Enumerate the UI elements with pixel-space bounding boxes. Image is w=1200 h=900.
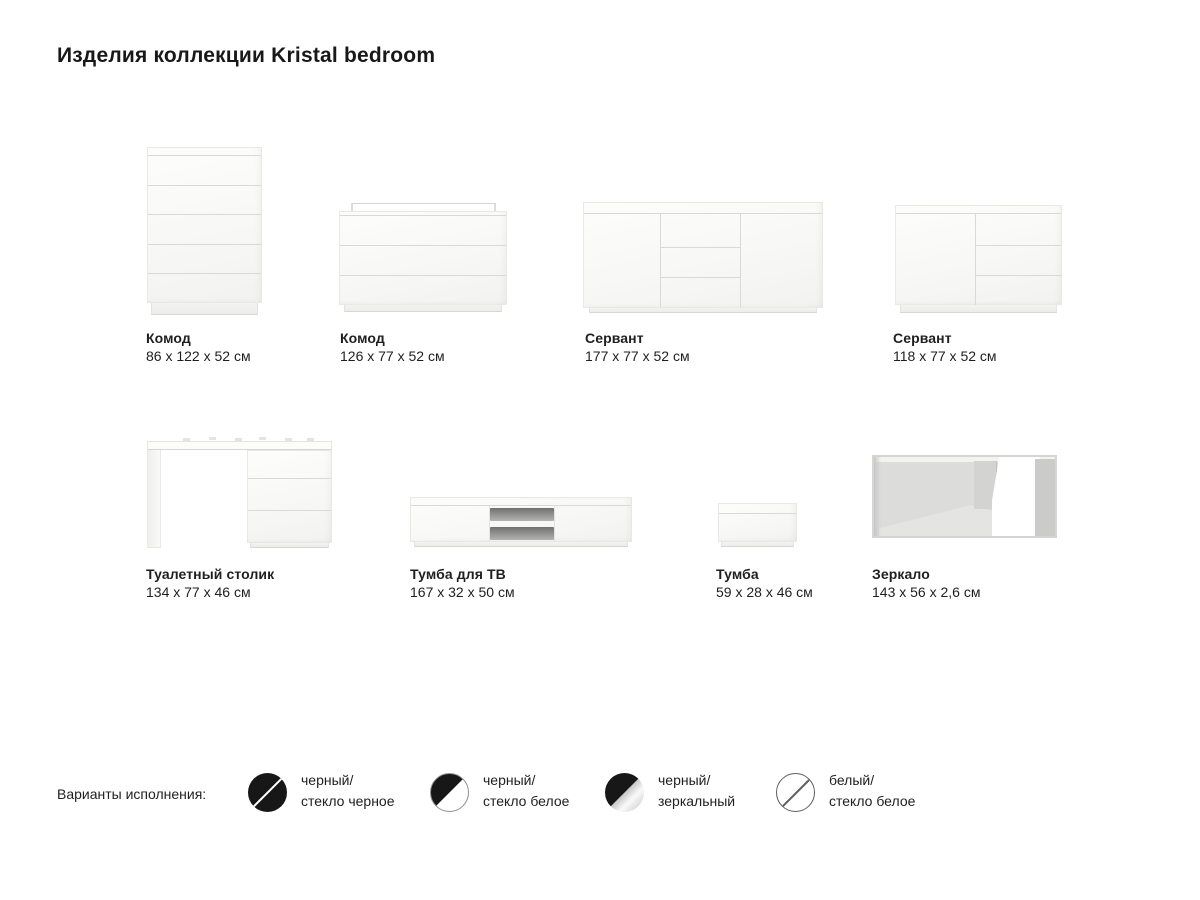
finish-swatch-black-glass-white: [430, 773, 469, 812]
product-image-nightstand: [718, 503, 797, 547]
swatch-diagonal-line: [779, 776, 812, 809]
product-dimensions: 118 x 77 x 52 см: [893, 348, 997, 364]
table-top: [147, 441, 332, 450]
drawer-divider: [248, 510, 331, 511]
finish-option-label: [483, 770, 569, 812]
door-divider: [975, 213, 976, 305]
nightstand-plinth: [721, 542, 794, 547]
product-name: Зеркало: [872, 566, 930, 582]
product-name: Комод: [340, 330, 385, 346]
product-name: Тумба для ТВ: [410, 566, 506, 582]
tv-stand-lid-line: [411, 505, 631, 506]
product-dimensions: 177 x 77 x 52 см: [585, 348, 690, 364]
product-caption: [716, 565, 813, 601]
drawer-divider: [148, 244, 261, 245]
table-leg-panel: [147, 450, 161, 548]
sideboard-lid-line: [584, 213, 822, 214]
sideboard-plinth: [900, 305, 1057, 313]
product-image-dresser-tall: [147, 147, 262, 317]
product-caption: [872, 565, 980, 601]
door-divider: [740, 214, 741, 307]
product-image-dresser-wide: [339, 199, 507, 312]
finish-label-line2: зеркальный: [658, 793, 736, 809]
product-caption: [410, 565, 515, 601]
finish-swatch-black-glass-black: [248, 773, 287, 812]
product-dimensions: 59 x 28 x 46 см: [716, 584, 813, 600]
sideboard-body: [895, 205, 1062, 305]
dresser-back-rail: [352, 203, 496, 204]
finish-options-label: Варианты исполнения:: [57, 786, 207, 802]
product-name: Тумба: [716, 566, 759, 582]
dresser-body: [339, 211, 507, 305]
drawer-cabinet: [247, 450, 332, 543]
product-caption: [585, 329, 690, 365]
cabinet-plinth: [250, 543, 329, 548]
finish-label-line2: стекло черное: [301, 793, 395, 809]
product-dimensions: 126 x 77 x 52 см: [340, 348, 445, 364]
door-divider: [660, 214, 661, 307]
product-dimensions: 86 x 122 x 52 см: [146, 348, 251, 364]
tv-stand-plinth: [414, 542, 628, 547]
dresser-plinth: [344, 305, 502, 312]
sideboard-plinth: [589, 308, 817, 313]
product-image-dressing-table: [147, 437, 332, 548]
sideboard-lid-line: [896, 213, 1061, 214]
drawer-divider: [148, 185, 261, 186]
drawer-divider: [340, 245, 506, 246]
dresser-plinth: [151, 303, 258, 315]
product-image-tv-stand: [410, 497, 632, 547]
product-name: Сервант: [893, 330, 952, 346]
dresser-body: [147, 147, 262, 303]
product-caption: [146, 329, 251, 365]
dresser-lid-line: [340, 215, 506, 216]
drawer-edge: [554, 505, 555, 542]
drawer-divider: [148, 214, 261, 215]
nightstand-body: [718, 503, 797, 542]
table-top-detail: [209, 437, 216, 440]
mirror-reflection-edge-shade: [874, 457, 881, 536]
swatch-diagonal-line: [250, 775, 286, 811]
drawer-divider: [975, 275, 1061, 276]
product-dimensions: 167 x 32 x 50 см: [410, 584, 515, 600]
drawer-divider: [248, 478, 331, 479]
finish-option-label: [301, 770, 395, 812]
dresser-lid-line: [148, 155, 261, 156]
finish-label-line1: черный/: [483, 772, 536, 788]
product-dimensions: 143 x 56 x 2,6 см: [872, 584, 981, 600]
drawer-divider: [148, 273, 261, 274]
finish-label-line1: черный/: [658, 772, 711, 788]
finish-label-line1: белый/: [829, 772, 875, 788]
mirror-reflection-light: [992, 457, 1040, 536]
mirror-reflection-panel: [1035, 459, 1055, 536]
finish-option-label: [658, 770, 735, 812]
nightstand-lid-line: [719, 513, 796, 514]
sideboard-body: [583, 202, 823, 308]
finish-swatch-black-mirror: [605, 773, 644, 812]
product-name: Комод: [146, 330, 191, 346]
open-shelf-slot: [490, 527, 554, 540]
product-name: Туалетный столик: [146, 566, 275, 582]
product-name: Сервант: [585, 330, 644, 346]
drawer-divider: [340, 275, 506, 276]
product-caption: [146, 565, 274, 601]
finish-swatch-white-glass-white: [776, 773, 815, 812]
product-caption: [340, 329, 445, 365]
open-shelf-slot: [490, 508, 554, 521]
finish-option-label: [829, 770, 915, 812]
product-image-sideboard-small: [895, 205, 1062, 313]
finish-label-line1: черный/: [301, 772, 354, 788]
product-image-mirror: [872, 455, 1057, 538]
finish-label-line2: стекло белое: [483, 793, 570, 809]
product-caption: [893, 329, 997, 365]
table-top-detail: [259, 437, 266, 440]
page-title: Изделия коллекции Kristal bedroom: [57, 44, 436, 67]
product-dimensions: 134 x 77 x 46 см: [146, 584, 251, 600]
finish-label-line2: стекло белое: [829, 793, 916, 809]
drawer-divider: [660, 247, 740, 248]
product-image-sideboard-large: [583, 202, 823, 313]
drawer-divider: [975, 245, 1061, 246]
drawer-divider: [660, 277, 740, 278]
